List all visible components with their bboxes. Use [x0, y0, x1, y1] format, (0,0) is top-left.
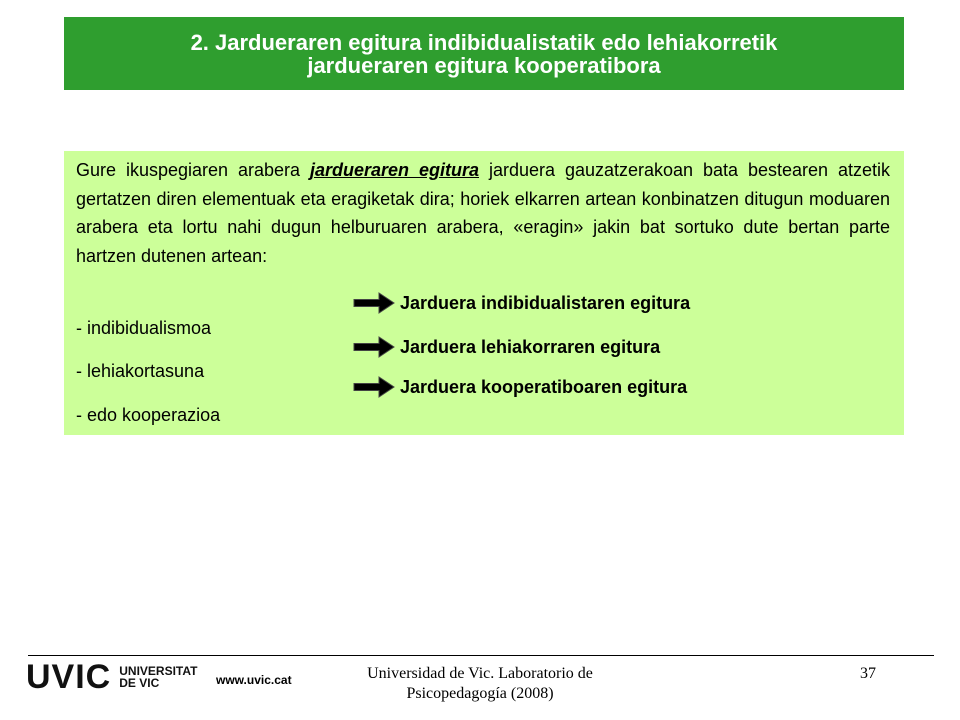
list-item-competitiveness: - lehiakortasuna — [76, 361, 205, 381]
footer-credit — [330, 664, 630, 704]
list-item-individualism: - indibidualismoa — [76, 318, 212, 338]
arrow-label-cooperative: Jarduera kooperatiboaren egitura — [400, 377, 688, 397]
arrow-label-individualist: Jarduera indibidualistaren egitura — [400, 293, 691, 313]
logo-subtitle-line1: UNIVERSITAT — [119, 664, 198, 678]
intro-text-after: jarduera gauzatzerakoan bata bestearen atzetik gertatzen diren elementuak eta eragiketak dira; horiek elkarren artean konbinatzen ditugun moduaren arabera eta lortu nahi dugun helburuaren arabera, «eragin» jakin bat sortuko dute bertan parte hartzen dutenen artean: — [76, 160, 890, 266]
logo-subtitle-line2: DE VIC — [119, 676, 160, 690]
arrow-row-competitive — [352, 335, 660, 359]
uvic-logo — [26, 660, 197, 694]
page-number: 37 — [860, 665, 876, 682]
website-link[interactable]: www.uvic.cat — [216, 673, 292, 687]
right-arrow-icon — [352, 291, 396, 315]
intro-paragraph — [76, 156, 890, 270]
title-line-2: jardueraren egitura kooperatibora — [307, 52, 661, 78]
logo-subtitle — [119, 665, 197, 689]
title-line-1: 2. Jardueraren egitura indibidualistatik edo lehiakorretik — [190, 29, 778, 55]
intro-text-before: Gure ikuspegiaren arabera — [76, 160, 310, 180]
arrow-row-cooperative — [352, 375, 687, 399]
footer-credit-line2: Psicopedagogía (2008) — [406, 685, 554, 702]
arrow-row-individualist — [352, 291, 690, 315]
intro-emphasis: jardueraren egitura — [309, 160, 479, 180]
logo-main-text: UVIC — [26, 658, 112, 696]
list-item-cooperation: - edo kooperazioa — [76, 405, 221, 425]
footer-credit-line1: Universidad de Vic. Laboratorio de — [367, 665, 593, 682]
right-arrow-icon — [352, 375, 396, 399]
slide-title — [64, 17, 904, 90]
right-arrow-icon — [352, 335, 396, 359]
content-box — [64, 151, 904, 435]
arrow-label-competitive: Jarduera lehiakorraren egitura — [400, 337, 661, 357]
footer-divider — [28, 655, 934, 656]
